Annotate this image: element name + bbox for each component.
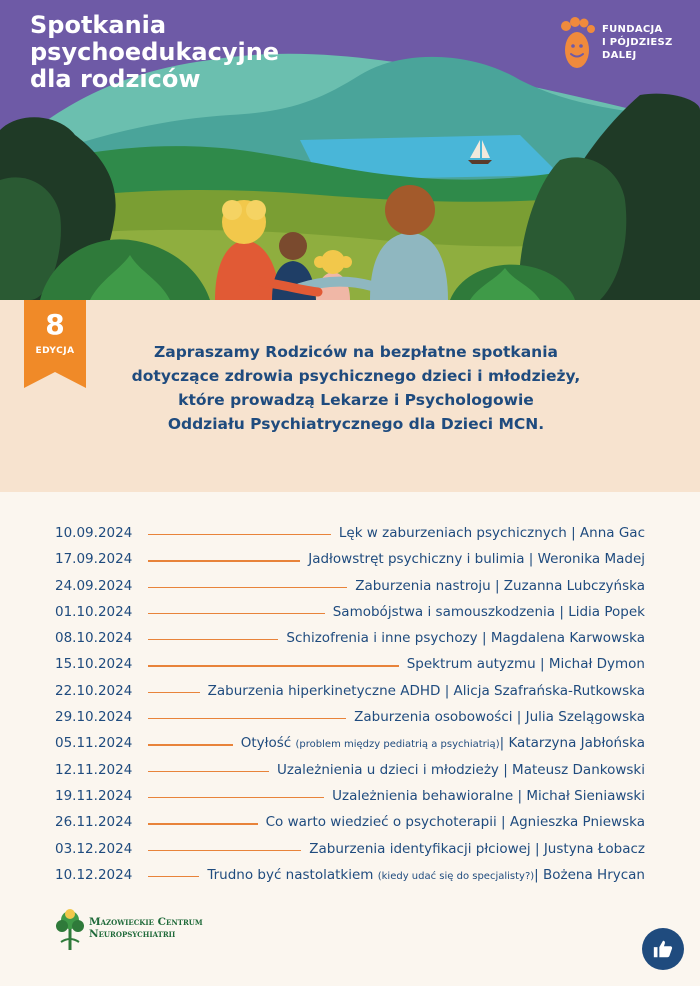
speaker-name: Katarzyna Jabłońska — [508, 735, 645, 752]
schedule-topic — [355, 573, 645, 599]
schedule-list — [55, 520, 645, 888]
topic-title: Uzależnienia behawioralne — [332, 787, 514, 804]
schedule-leader-line — [148, 560, 300, 561]
schedule-row — [55, 546, 645, 572]
schedule-row — [55, 757, 645, 783]
topic-title: Zaburzenia osobowości — [354, 709, 513, 726]
schedule-leader-line — [148, 876, 199, 877]
speaker-name: Bożena Hrycan — [543, 866, 645, 883]
schedule-leader-line — [148, 718, 346, 719]
topic-separator: | — [499, 735, 509, 752]
speaker-name: Zuzanna Lubczyńska — [503, 577, 645, 594]
schedule-topic — [308, 546, 645, 572]
schedule-row — [55, 678, 645, 704]
schedule-date: 10.12.2024 — [55, 866, 133, 883]
topic-title: Samobójstwa i samouszkodzenia — [332, 603, 556, 620]
mcn-tree-emblem-icon — [55, 906, 85, 950]
schedule-topic — [208, 678, 645, 704]
schedule-date: 08.10.2024 — [55, 630, 133, 647]
schedule-date: 26.11.2024 — [55, 814, 133, 831]
orange-footprint-icon — [558, 16, 596, 70]
schedule-leader-line — [148, 850, 301, 851]
schedule-leader-line — [148, 744, 233, 745]
schedule-row — [55, 862, 645, 888]
schedule-topic — [309, 836, 645, 862]
speaker-name: Weronika Madej — [537, 551, 645, 568]
schedule-topic — [332, 783, 645, 809]
topic-title: Zaburzenia nastroju — [355, 577, 491, 594]
schedule-topic — [333, 599, 645, 625]
schedule-date: 15.10.2024 — [55, 656, 133, 673]
schedule-leader-line — [148, 534, 331, 535]
schedule-date: 12.11.2024 — [55, 761, 133, 778]
schedule-row — [55, 651, 645, 677]
schedule-row — [55, 836, 645, 862]
topic-separator: | — [535, 656, 549, 673]
schedule-leader-line — [148, 797, 324, 798]
thumbs-up-icon — [652, 938, 674, 960]
speaker-name: Alicja Szafrańska-Rutkowska — [453, 682, 645, 699]
topic-title: Uzależnienia u dzieci i młodzieży — [276, 761, 499, 778]
speaker-name: Julia Szelągowska — [525, 709, 645, 726]
schedule-row — [55, 625, 645, 651]
hospital-logo — [55, 906, 203, 950]
schedule-row — [55, 704, 645, 730]
schedule-date: 01.10.2024 — [55, 603, 133, 620]
topic-title: Zaburzenia identyfikacji płciowej — [309, 840, 531, 857]
speaker-name: Magdalena Karwowska — [490, 630, 645, 647]
schedule-row — [55, 573, 645, 599]
topic-separator: | — [440, 682, 454, 699]
schedule-topic — [286, 625, 645, 651]
schedule-leader-line — [148, 665, 399, 666]
topic-separator: | — [498, 761, 513, 778]
schedule-topic — [207, 862, 645, 890]
schedule-leader-line — [148, 613, 325, 614]
topic-note: (problem między pediatrią a psychiatrią) — [295, 739, 500, 751]
schedule-date: 10.09.2024 — [55, 525, 133, 541]
schedule-leader-line — [148, 639, 278, 640]
speaker-name: Justyna Łobacz — [543, 840, 645, 857]
schedule-row — [55, 783, 645, 809]
schedule-leader-line — [148, 823, 258, 824]
intro-text: Zapraszamy Rodziców na bezpłatne spotkania dotyczące zdrowia psychicznego dzieci i młodzieży, które prowadzą Lekarze i Psychologowie Oddziału Psychiatrycznego dla Dzieci MCN. — [131, 343, 581, 433]
schedule-date: 17.09.2024 — [55, 551, 133, 568]
schedule-topic — [266, 809, 645, 835]
schedule-row — [55, 520, 645, 546]
schedule-topic — [339, 520, 645, 546]
edition-label: EDYCJA — [35, 346, 75, 356]
topic-separator: | — [490, 577, 504, 594]
edition-number: 8 — [45, 308, 65, 341]
schedule-date: 22.10.2024 — [55, 682, 133, 699]
schedule-date: 29.10.2024 — [55, 709, 133, 726]
title-line-2: psychoedukacyjne — [30, 38, 280, 66]
schedule-row — [55, 599, 645, 625]
topic-separator: | — [496, 814, 510, 831]
foundation-logo — [558, 16, 673, 70]
speaker-name: Mateusz Dankowski — [512, 761, 645, 778]
topic-title: Zaburzenia hiperkinetyczne ADHD — [207, 682, 441, 699]
speaker-name: Agnieszka Pniewska — [509, 814, 645, 831]
schedule-topic — [354, 704, 645, 730]
speaker-name: Lidia Popek — [568, 603, 645, 620]
schedule-date: 24.09.2024 — [55, 577, 133, 594]
topic-title: Spektrum autyzmu — [406, 656, 536, 673]
topic-separator: | — [512, 709, 526, 726]
speaker-name: Michał Sieniawski — [526, 787, 645, 804]
schedule-leader-line — [148, 587, 347, 588]
schedule-date: 05.11.2024 — [55, 735, 133, 752]
hospital-name: Mazowieckie Centrum Neuropsychiatrii — [89, 916, 203, 940]
schedule-date: 19.11.2024 — [55, 787, 133, 804]
topic-separator: | — [555, 603, 569, 620]
topic-title: Jadłowstręt psychiczny i bulimia — [308, 551, 525, 568]
topic-separator: | — [477, 630, 491, 647]
schedule-topic — [407, 651, 645, 677]
topic-title: Trudno być nastolatkiem — [207, 866, 374, 883]
topic-separator: | — [513, 787, 527, 804]
title-line-1: Spotkania — [30, 11, 167, 39]
topic-title: Otyłość — [240, 735, 292, 752]
schedule-topic — [241, 730, 645, 758]
topic-note: (kiedy udać się do specjalisty?) — [377, 870, 535, 882]
speaker-name: Anna Gac — [579, 525, 645, 541]
schedule-topic — [277, 757, 645, 783]
topic-separator: | — [524, 551, 538, 568]
topic-separator: | — [530, 840, 544, 857]
topic-title: Schizofrenia i inne psychozy — [286, 630, 478, 647]
foundation-name: FUNDACJA I PÓJDZIESZ DALEJ — [602, 24, 673, 61]
topic-title: Co warto wiedzieć o psychoterapii — [265, 814, 497, 831]
topic-title: Lęk w zaburzeniach psychicznych — [338, 525, 567, 541]
title-line-3: dla rodziców — [30, 65, 201, 93]
schedule-leader-line — [148, 692, 200, 693]
schedule-row — [55, 730, 645, 756]
speaker-name: Michał Dymon — [548, 656, 645, 673]
schedule-date: 03.12.2024 — [55, 840, 133, 857]
topic-separator: | — [566, 525, 580, 541]
poster-title — [30, 12, 279, 93]
like-button[interactable] — [642, 928, 684, 970]
schedule-row — [55, 809, 645, 835]
schedule-leader-line — [148, 771, 269, 772]
topic-separator: | — [534, 866, 544, 883]
